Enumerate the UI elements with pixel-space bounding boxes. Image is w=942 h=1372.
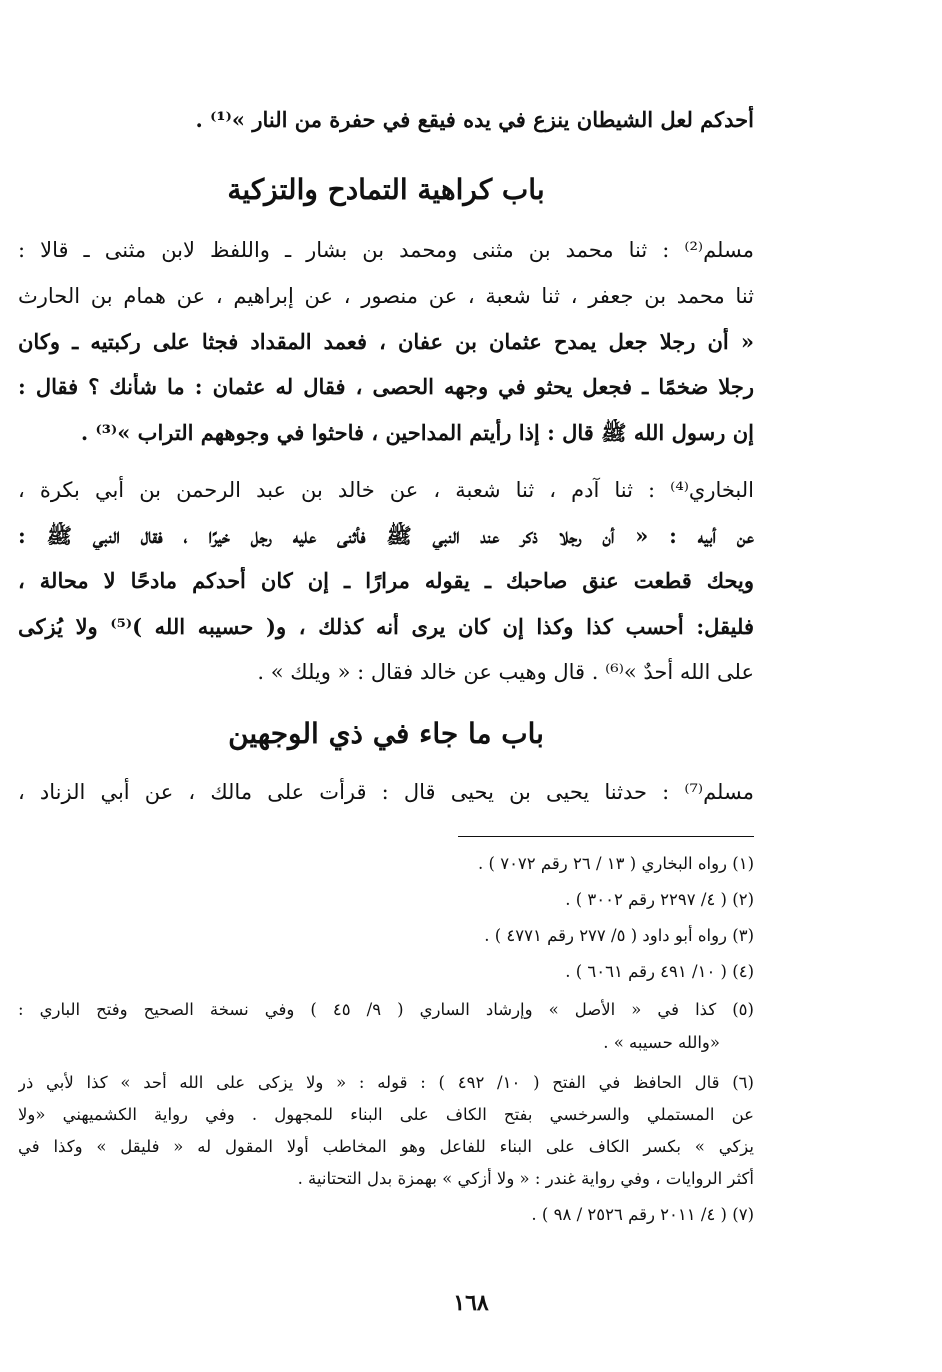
body-line: على الله أحدٌ »⁽⁶⁾ . قال وهيب عن خالد فقال : « ويلك » . [257,660,754,684]
footnote: (٧) ( ٤/ ٢٠١١ رقم ٢٥٢٦ / ٩٨ ) . [531,1205,754,1224]
footnote-continuation: «والله حسيبه » . [603,1033,720,1052]
footnote: (٤) ( ١٠/ ٤٩١ رقم ٦٠٦١ ) . [565,962,754,981]
footnote-separator [458,836,754,837]
footnote: (٦) قال الحافظ في الفتح ( ١٠/ ٤٩٢ ) : قوله : « ولا يزكى على الله أحد » كذا لأبي ذر [18,1073,754,1092]
footnote: (٢) ( ٤/ ٢٢٩٧ رقم ٣٠٠٢ ) . [565,890,754,909]
footnote-continuation: يزكي » بكسر الكاف على البناء للفاعل وهو المخاطب أولا المقول له « فليقل » وكذا في [18,1137,754,1156]
footnote: (٣) رواه أبو داود ( ٥/ ٢٧٧ رقم ٤٧٧١ ) . [484,926,754,945]
footnote-continuation: عن المستملي والسرخسي بفتح الكاف على البناء للمجهول . وفي رواية الكشميهني «ولا [18,1105,754,1124]
body-line: ثنا محمد بن جعفر ، ثنا شعبة ، عن منصور ، عن إبراهيم ، عن همام بن الحارث [18,284,754,308]
body-line: البخاري⁽⁴⁾ : ثنا آدم ، ثنا شعبة ، عن خالد بن عبد الرحمن بن أبي بكرة ، [18,478,754,502]
footnote-continuation: أكثر الروايات ، وفي رواية غندر : « ولا أزكي » بهمزة بدل التحتانية . [297,1169,754,1188]
body-line: رجلا ضخمًا ـ فجعل يحثو في وجهه الحصى ، فقال له عثمان : ما شأنك ؟ فقال : [18,374,754,399]
body-line: فليقل: أحسب كذا وكذا إن كان يرى أنه كذلك ، و( حسيبه الله )⁽⁵⁾ ولا يُزكى [18,614,754,639]
body-line: إن رسول الله ﷺ قال : إذا رأيتم المداحين ، فاحثوا في وجوههم التراب »⁽³⁾ . [80,420,754,445]
body-line: أحدكم لعل الشيطان ينزع في يده فيقع في حفرة من النار »⁽¹⁾ . [195,107,754,132]
page-number: ١٦٨ [453,1290,489,1316]
footnote: (٥) كذا في « الأصل » وإرشاد الساري ( ٩/ ٤٥ ) وفي نسخة الصحيح وفتح الباري : [18,1000,754,1019]
body-line: « أن رجلا جعل يمدح عثمان بن عفان ، فعمد المقداد فجثا على ركبتيه ـ وكان [18,329,754,354]
body-line: مسلم⁽²⁾ : ثنا محمد بن مثنى ومحمد بن بشار ـ واللفظ لابن مثنى ـ قالا : [18,238,754,262]
body-line: ويحك قطعت عنق صاحبك ـ يقوله مرارًا ـ إن كان أحدكم مادحًا لا محالة ، [18,568,754,593]
section-heading: باب كراهية التمادح والتزكية [227,173,545,206]
footnote: (١) رواه البخاري ( ١٣ / ٢٦ رقم ٧٠٧٢ ) . [478,854,754,873]
body-line: مسلم⁽⁷⁾ : حدثنا يحيى بن يحيى قال : قرأت على مالك ، عن أبي الزناد ، [18,780,754,804]
section-heading: باب ما جاء في ذي الوجهين [228,717,544,750]
body-line: عن أبيه : « أن رجلا ذكر عند النبي ﷺ فأثنى عليه رجل خيرًا ، فقال النبي ﷺ : [18,523,754,548]
